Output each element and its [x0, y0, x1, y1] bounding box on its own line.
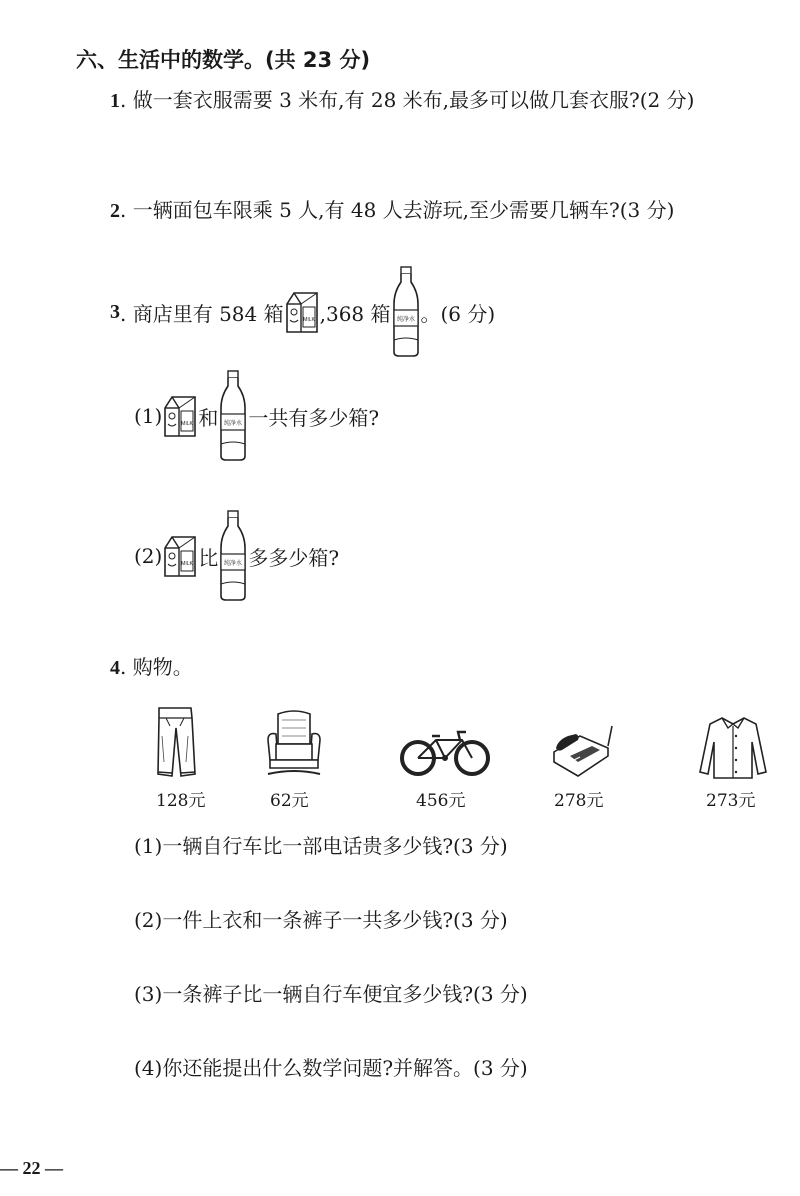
pants-price: 128元: [156, 791, 206, 811]
sub-2-suffix: 多多少箱?: [248, 545, 340, 570]
water-bottle-icon: [218, 370, 248, 462]
armchair-price: 62元: [270, 791, 309, 811]
shirt-icon: [696, 714, 770, 780]
armchair-icon: [266, 710, 322, 780]
water-bottle-icon: [391, 266, 421, 358]
bicycle-price: 456元: [416, 791, 466, 811]
shirt-price: 273元: [706, 791, 756, 811]
bicycle-icon: [400, 726, 490, 778]
telephone-icon: [550, 722, 614, 780]
water-bottle-icon: [218, 510, 248, 602]
sub-2-mid: 比: [198, 545, 219, 570]
question-3-sub-1: [134, 368, 379, 464]
question-1-text: . 做一套衣服需要 3 米布,有 28 米布,最多可以做几套衣服?(2 分): [120, 88, 695, 112]
question-3-sub-2: [134, 508, 339, 604]
question-4-text: . 购物。: [120, 655, 193, 679]
milk-carton-icon: [284, 290, 320, 334]
question-1: [110, 84, 694, 113]
question-3-text-c: 。(6 分): [420, 301, 496, 326]
question-2-number: 2: [110, 200, 120, 222]
pants-icon: [150, 706, 200, 780]
question-4-number: 4: [110, 657, 120, 679]
sub-1-prefix: (1): [134, 404, 163, 428]
question-4-sub-2: (2)一件上衣和一条裤子一共多少钱?(3 分): [134, 908, 508, 932]
telephone-price: 278元: [554, 791, 604, 811]
question-3-number: 3: [110, 300, 120, 323]
question-3-text-a: . 商店里有 584 箱: [120, 301, 284, 326]
question-4: [110, 651, 193, 680]
page-number: — 22 —: [0, 1158, 63, 1178]
section-title: 六、生活中的数学。(共 23 分): [76, 48, 371, 72]
question-2: [110, 194, 674, 223]
sub-1-suffix: 一共有多少箱?: [248, 405, 380, 430]
milk-carton-icon: [162, 394, 198, 438]
question-4-sub-4: (4)你还能提出什么数学问题?并解答。(3 分): [134, 1056, 528, 1080]
question-4-sub-3: (3)一条裤子比一辆自行车便宜多少钱?(3 分): [134, 982, 528, 1006]
milk-carton-icon: [162, 534, 198, 578]
question-3: [110, 262, 495, 362]
sub-1-mid: 和: [198, 405, 219, 430]
sub-2-prefix: (2): [134, 544, 163, 568]
question-3-text-b: ,368 箱: [319, 301, 391, 326]
question-2-text: . 一辆面包车限乘 5 人,有 48 人去游玩,至少需要几辆车?(3 分): [120, 198, 675, 222]
question-4-sub-1: (1)一辆自行车比一部电话贵多少钱?(3 分): [134, 834, 508, 858]
question-1-number: 1: [110, 90, 120, 112]
